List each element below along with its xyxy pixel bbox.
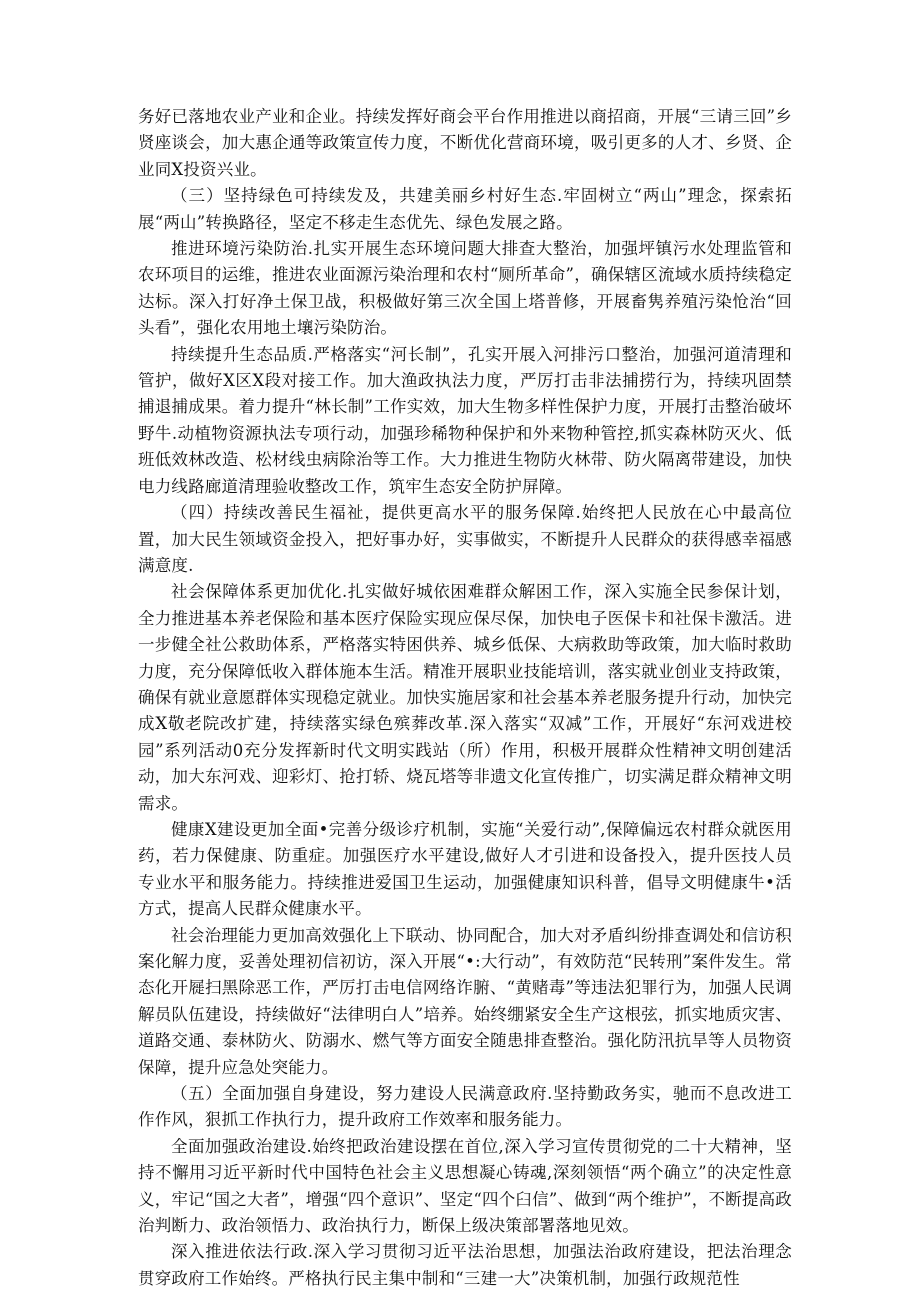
paragraph-social-governance: 社会治理能力更加高效强化上下联动、协同配合，加大对矛盾纠纷排查调处和信访积案化解力度，妥善处理初信初访，深入开展“•:大行动”，有效防范“民转刑”案件发生。常态化开屣扫黑除恶工作，严厉打击电信网络诈腑、“黄赌毒”等违法犯罪行为，加强人民调解员队伍建设，持续做好“法律明白人”培养。始终绷紧安全生产这根弦，抓实地质灾害、道路交通、泰林防火、防溺水、燃气等方面安全随患排查整治。强化防汛抗旱等人员物资保障，提升应急处突能力。 [138, 925, 792, 1077]
paragraph-political-building: 全面加强政治建设.始终把政治建设摆在首位,深入学习宣传贯彻党的二十大精神，坚持不懈用习近平新时代中国特色社会主义思想凝心铸魂,深刻领悟“两个确立”的决定性意义，牢记“国之大者”，增强“四个意识”、坚定“四个臼信”、做到“两个维护”，不断提高政治判断力、政治领悟力、政治执行力，断保上级决策部署落地见效。 [138, 1136, 792, 1236]
paragraph-continuation: 务好已落地农业产业和企业。持续发挥好商会平台作用推进以商招商，开展“三请三回”乡贤座谈会，加大惠企通等政策宣传力度，不断优化营商环境，吸引更多的人才、乡贤、企业同X投资兴业。 [138, 107, 792, 179]
paragraph-ecological-quality: 持续提升生态品质.严格落实“河长制”，孔实开展入河排污口整治，加强河道清理和管护，做好X区X段对接工作。加大渔政执法力度，严厉打击非法捕捞行为，持续巩固禁捕退捕成果。着力提升“林长制”工作实效，加大生物多样性保护力度，开展打击整治破坏野牛.动植物资源执法专项行动，加强珍稀物种保护和外来物种管控,抓实森林防灭火、低班低效林改造、松材线虫病除治等工作。大力推进生物防火林带、防火隔离带建设，加快电力线路廊道清理验收整改工作，筑牢生态安全防护屏障。 [138, 344, 792, 496]
section-heading-three: （三）坚持绿色可持续发及，共建美丽乡村好生态.牢固树立“两山”理念，探索拓展“两山”转换路径，坚定不移走生态优先、绿色发展之路。 [138, 186, 792, 232]
paragraph-environment-pollution: 推进环境污染防治.扎实开展生态环境问题大排查大整治，加强坪镇污水处理监管和农环项目的运维，推进农业面源污染治理和农村“厕所革命”，确保辖区流域水质持续稳定达标。深入打好净土保卫战，积极做好第三次全国上塔普修，开展畜隽养殖污染怆治“回头看”，强化农用地土壤污染防治。 [138, 239, 792, 338]
paragraph-social-security: 社会保障体系更加优化.扎实做好城依困难群众解困工作，深入实施全民参保计划，全力推进基本养老保险和基本医疗保险实现应保尽保，加快电子医保卡和社保卡激活。进一步健全社公救助体系，严格落实特困供养、城乡低保、大病救助等政策，加大临时救助力度，充分保障低收入群体施本生活。精准开展职业技能培训，落实就业创业支持政策，确保有就业意愿群体实现稳定就业。加快实施居家和社会基本养老服务提升行动，加快完成X敬老院改扩建，持续落实绿色殡葬改革.深入落实“双减”工作，开展好“东河戏进校园”系列活动0充分发挥新时代文明实践站（所）作用，积极开展群众性精神文明创建活动，加大东河戏、迎彩灯、抢打轿、烧瓦塔等非遗文化宣传推广，切实满足群众精神文明需求。 [138, 582, 792, 813]
paragraph-rule-of-law: 深入推进依法行政.深入学习贯彻习近平法治思想，加强法治政府建设，把法治理念贯穿政府工作始终。严格执行民主集中制和“三建一大”决策机制，加强行政规范性 [138, 1242, 792, 1288]
paragraph-health: 健康X建设更加全面•完善分级诊疗机制，实施“关爱行动”,保障偏远农村群众就医用药，若力保健康、防重症。加强医疗水平建设,做好人才引进和设备投入，提升医技人员专业水平和服务能力。持续推进爱国卫生运动，加强健康知识科普，倡导文明健康牛•活方式，提高人民群众健康水平。 [138, 819, 792, 919]
section-heading-five: （五）全面加强自身建设，努力建设人民满意政府.坚持勤政务实，驰而不息改进工作作风，狠抓工作执行力，提升政府工作效率和服务能力。 [138, 1084, 792, 1130]
section-heading-four: （四）持续改善民生福祉，提供更高水平的服务保障.始终把人民放在心中最高位置，加大民生领域资金投入，把好事办好，实事做实，不断提升人民群众的获得感幸福感满意度. [138, 503, 792, 575]
